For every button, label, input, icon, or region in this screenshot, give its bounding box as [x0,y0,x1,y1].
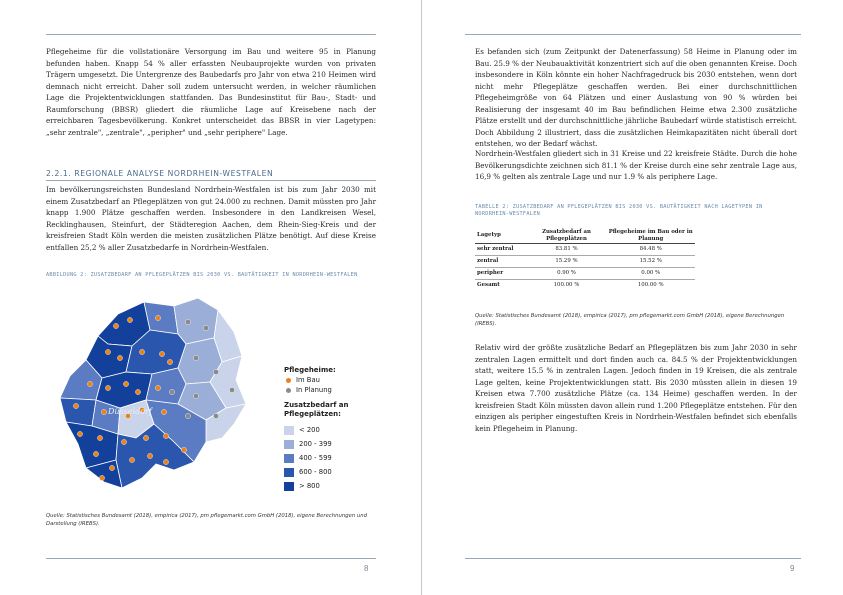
marker-im-bau [113,323,118,328]
table-cell: 15.29 % [527,256,607,268]
marker-in-planung [185,319,190,324]
table-source: Quelle: Statistisches Bundesamt (2018), empirica (2017), pm pflegemarkt.com GmbH (2018), eigene Berechnungen (IREBS). [475,313,785,327]
marker-im-bau [73,403,78,408]
marker-im-bau [93,451,98,456]
page-number: 9 [790,564,795,573]
figure-source: Quelle: Statistisches Bundesamt (2018), empirica (2017), pm pflegemarkt.com GmbH (2018), eigene Berechnungen und Darstellung (IREBS). [46,513,367,527]
marker-im-bau [155,385,160,390]
marker-in-planung [193,355,198,360]
table-cell: zentral [475,256,527,268]
table-cell: 100.00 % [606,280,695,292]
marker-im-bau [97,435,102,440]
marker-in-planung [213,369,218,374]
intro-paragraph: Pflegeheime für die vollstationäre Versorgung im Bau und weitere 95 in Planung befunden haben. Knapp 54 % aller erfassten Neubauprojekte wurden von privaten Trägern umgesetzt. Die Untergrenze des Baubedarfs pro Jahr von etwa 210 Heimen wird demnach nicht erreicht. Daher soll zudem untersucht werden, in welcher räumlichen Lage die Projektentwicklungen stattfanden. Das Bundesinstitut für Bau-, Stadt- und Raumforschung (BBSR) gliedert die räumliche Lage auf Kreisebene nach der erreichbaren Tagesbevölkerung. Konkret unterscheidet das BBSR in vier Lagetypen: „sehr zentrale", „zentrale", „peripher" und „sehr periphere" Lage. [46,47,376,137]
legend-class-2: 200 - 399 [284,437,380,451]
table-row [475,244,695,256]
table-cell: 83.81 % [527,244,607,256]
legend-class-3: 400 - 599 [284,451,380,465]
top-rule [46,34,376,35]
section-rule [46,180,376,181]
legend-swatch [284,468,294,477]
section-paragraph: Im bevölkerungsreichsten Bundesland Nordrhein-Westfalen ist bis zum Jahr 2030 mit einem Zusatzbedarf an Pflegeplätzen von gut 24.000 zu rechnen. Damit müssten pro Jahr knapp 1.900 Plätze geschaffen werden. Insbesondere in den Landkreisen Wesel, Recklinghausen, Steinfurt, der Städteregion Aachen, dem Rhein-Sieg-Kreis und der kreisfreien Stadt Köln werden die meisten zusätzlichen Plätze benötigt. Auf diese Kreise entfallen 25,2 % aller Zusatzbedarfe in Nordrhein-Westfalen. [46,185,376,252]
marker-im-bau [105,385,110,390]
lagetyp-table [475,228,695,291]
table-cell: 100.00 % [527,280,607,292]
legend-homes-title: Pflegeheime: [284,366,336,374]
district-region [60,398,96,426]
section-heading: 2.2.1. REGIONALE ANALYSE NORDRHEIN-WESTFALEN [46,169,274,178]
marker-im-bau [109,465,114,470]
legend-swatch [284,454,294,463]
marker-in-planung [193,393,198,398]
marker-in-planung [213,413,218,418]
legend-class-1: < 200 [284,423,380,437]
legend-swatch [284,440,294,449]
page-number: 8 [364,564,369,573]
legend-item-im-bau: Im Bau [284,375,380,385]
legend-swatch [284,482,294,491]
table-cell: Gesamt [475,280,527,292]
orange-dot-icon [286,378,291,383]
top-rule [465,34,801,35]
marker-in-planung [229,387,234,392]
right-page [422,0,843,595]
legend-item-in-planung: In Planung [284,385,380,395]
table-header: Lagetyp [475,228,527,244]
marker-im-bau [101,409,106,414]
table-cell: peripher [475,268,527,280]
legend-class-4: 600 - 800 [284,465,380,479]
left-page [0,0,421,595]
table-row [475,256,695,268]
marker-im-bau [135,389,140,394]
bottom-rule [46,558,376,559]
paragraph-1: Es befanden sich (zum Zeitpunkt der Datenerfassung) 58 Heime in Planung oder im Bau. 25.9 % der Neubauaktivität konzentriert sich auf die oben genannten Kreise. Doch insbesondere in Köln könnte ein hoher Nachfragedruck bis 2030 entstehen, wenn dort nicht mehr Pflegeplätze geschaffen werden. Bei einer durchschnittlichen Pflegeheimgröße von 64 Plätzen und einer Auslastung von 90 % würden bei Realisierung der insgesamt 40 im Bau befindlichen Heime etwa 2.300 zusätzliche Plätze erstellt und der durchschnittliche jährliche Baubedarf würde statistisch erreicht. Doch Abbildung 2 illustriert, dass die zusätzlichen Heimkapazitäten nicht überall dort entstehen, wo der Bedarf wächst. [475,47,797,148]
marker-im-bau [77,431,82,436]
paragraph-2: Nordrhein-Westfalen gliedert sich in 31 Kreise und 22 kreisfreie Städte. Durch die hohe Bevölkerungsdichte zeichnen sich 81.1 % der Kreise durch eine sehr zentrale Lage aus, 16,9 % gelten als zentrale Lage und nur 1.9 % als periphere Lage. [475,149,797,181]
table-caption: TABELLE 2: ZUSATZBEDARF AN PFLEGEPLÄTZEN BIS 2030 VS. BAUTÄTIGKEIT NACH LAGETYPEN IN NORDRHEIN-WESTFALEN [475,204,763,217]
bottom-rule [465,558,801,559]
marker-im-bau [167,359,172,364]
table-row [475,268,695,280]
legend-demand-title-1: Zusatzbedarf an [284,401,349,409]
legend-class-5: > 800 [284,479,380,493]
marker-in-planung [185,413,190,418]
marker-im-bau [161,409,166,414]
marker-im-bau [127,317,132,322]
legend-demand-title-2: Pflegeplätzen: [284,410,341,418]
marker-in-planung [203,325,208,330]
marker-in-planung [169,389,174,394]
marker-im-bau [147,453,152,458]
legend-swatch [284,426,294,435]
table-cell: 0.00 % [606,268,695,280]
table-cell: sehr zentral [475,244,527,256]
table-header: Zusatzbedarf an Pflegeplätzen [527,228,607,244]
table-cell: 0.90 % [527,268,607,280]
marker-im-bau [123,381,128,386]
marker-im-bau [121,439,126,444]
marker-im-bau [129,457,134,462]
marker-im-bau [155,315,160,320]
table-header: Pflegeheime im Bau oder in Planung [606,228,695,244]
nrw-map [46,292,256,502]
marker-im-bau [181,447,186,452]
marker-im-bau [163,433,168,438]
paragraph-3: Relativ wird der größte zusätzliche Bedarf an Pflegeplätzen bis zum Jahr 2030 in sehr zentralen Lagen ermittelt und dort finden auch ca. 84.5 % der Projektentwicklungen statt, weitere 15.5 % in zentralen Lagen. Jedoch finden in 19 Kreisen, die als zentrale Lage gelten, keine Projektentwicklungen statt. Bis 2030 müssten allein in diesen 19 Kreisen etwa 7.700 zusätzliche Plätze (ca. 134 Heime) geschaffen werden. In der kreisfreien Stadt Köln müssten davon allein rund 1.200 Pflegeplätze entstehen. Für den einzigen als peripher eingestuften Kreis in Nordrhein-Westfalen befindet sich ebenfalls kein Pflegeheim in Planung. [475,343,797,433]
marker-im-bau [87,381,92,386]
marker-im-bau [117,355,122,360]
figure-caption: ABBILDUNG 2: ZUSATZBEDARF AN PFLEGEPLÄTZEN BIS 2030 VS. BAUTÄTIGKEIT IN NORDRHEIN-WESTFALEN [46,272,358,278]
marker-im-bau [143,435,148,440]
table-row-total [475,280,695,292]
marker-im-bau [105,349,110,354]
map-legend [284,366,380,493]
grey-dot-icon [286,388,291,393]
marker-im-bau [139,349,144,354]
city-label-duesseldorf: Düsseldorf [108,407,152,416]
table-cell: 84.48 % [606,244,695,256]
marker-im-bau [99,475,104,480]
marker-im-bau [159,351,164,356]
table-cell: 15.52 % [606,256,695,268]
table-header-row [475,228,695,244]
marker-im-bau [163,459,168,464]
